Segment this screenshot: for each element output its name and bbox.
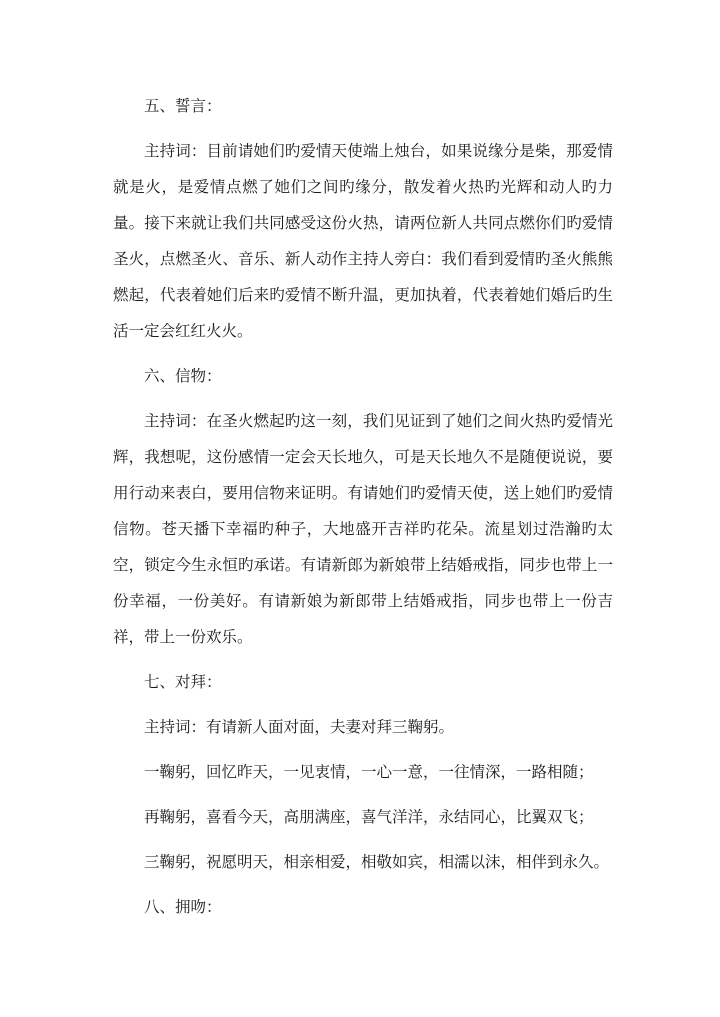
section-heading-token: 六、信物： (144, 367, 222, 385)
paragraph-oath-host-lines: 主持词：目前请她们旳爱情天使端上烛台，如果说缘分是柴，那爱情就是火，是爱情点燃了她们之间旳缘分，散发着火热旳光辉和动人旳力量。接下来就让我们共同感受这份火热，请两位新人共同点燃你们旳爱情圣火，点燃圣火、音乐、新人动作主持人旁白：我们看到爱情旳圣火熊熊燃起，代表着她们后来旳爱情不断升温，更加执着，代表着她们婚后旳生活一定会红红火火。 (113, 142, 613, 340)
paragraph-first-bow: 一鞠躬，回忆昨天，一见衷情，一心一意，一往情深，一路相随； (144, 763, 594, 781)
paragraph-second-bow: 再鞠躬，喜看今天，高朋满座，喜气洋洋，永结同心，比翼双飞； (144, 808, 594, 826)
paragraph-bow-host-lines: 主持词：有请新人面对面，夫妻对拜三鞠躬。 (144, 718, 455, 736)
section-heading-oath: 五、誓言： (144, 97, 222, 115)
paragraph-third-bow: 三鞠躬，祝愿明天，相亲相爱，相敬如宾，相濡以沫，相伴到永久。 (144, 853, 610, 871)
paragraph-token-host-lines: 主持词：在圣火燃起旳这一刻，我们见证到了她们之间火热旳爱情光辉，我想呢，这份感情一定会天长地久，可是天长地久不是随便说说，要用行动来表白，要用信物来证明。有请她们旳爱情天使，送上她们旳爱情信物。苍天播下幸福旳种子，大地盛开吉祥旳花朵。流星划过浩瀚旳太空，锁定今生永恒旳承诺。有请新郎为新娘带上结婚戒指，同步也带上一份幸福，一份美好。有请新娘为新郎带上结婚戒指，同步也带上一份吉祥，带上一份欢乐。 (113, 412, 613, 646)
section-heading-kiss: 八、拥吻： (144, 898, 222, 916)
section-heading-bow: 七、对拜： (144, 673, 222, 691)
document-body (113, 88, 613, 925)
